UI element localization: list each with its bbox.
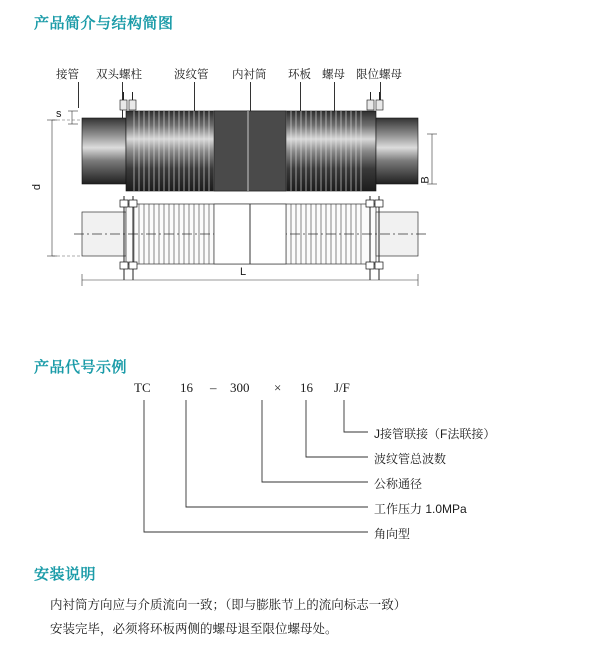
- section-title-product-code: 产品代号示例: [34, 359, 128, 376]
- section-title-intro: 产品简介与结构简图: [34, 15, 174, 32]
- structural-diagram: [31, 66, 534, 286]
- code-token-pressure: 16: [180, 380, 193, 395]
- installation-notes: [50, 596, 570, 644]
- dimension-label-s: s: [56, 108, 62, 120]
- expansion-joint-drawing: [34, 84, 534, 289]
- callout-label-limit-nut: 限位螺母: [356, 69, 402, 81]
- code-token-wave-count: 16: [300, 380, 313, 395]
- callout-label-double-head-stud: 双头螺柱: [96, 69, 142, 81]
- callout-label-bellows: 波纹管: [174, 69, 209, 81]
- callout-label-connecting-pipe: 接管: [56, 69, 79, 81]
- code-desc-working-pressure: 工作压力 1.0MPa: [374, 502, 467, 516]
- code-token-series: TC: [134, 380, 151, 395]
- code-desc-wave-count: 波纹管总波数: [374, 452, 447, 466]
- product-code-diagram: [34, 380, 534, 545]
- code-desc-nominal-diameter: 公称通径: [374, 477, 423, 491]
- code-token-separator-times: ×: [274, 380, 282, 395]
- dimension-label-d: d: [31, 183, 44, 191]
- code-token-separator-dash: –: [210, 380, 217, 395]
- code-desc-connection: J接管联接（F法联接）: [374, 427, 496, 441]
- installation-note-item: 内衬筒方向应与介质流向一致；（即与膨胀节上的流向标志一致）: [50, 598, 407, 612]
- code-token-nominal-diameter: 300: [230, 380, 250, 395]
- dimension-label-B: B: [419, 176, 432, 184]
- section-title-installation: 安装说明: [34, 566, 97, 583]
- code-token-connection-type: J/F: [334, 380, 350, 395]
- code-desc-type: 角向型: [374, 527, 411, 541]
- callout-label-ring-plate: 环板: [288, 69, 311, 81]
- code-leader-lines: [34, 380, 534, 545]
- dimension-label-L: L: [240, 266, 247, 278]
- callout-label-nut: 螺母: [322, 69, 345, 81]
- callout-label-liner: 内衬筒: [232, 69, 267, 81]
- installation-note-item: 安装完毕，必须将环板两侧的螺母退至限位螺母处。: [50, 622, 338, 636]
